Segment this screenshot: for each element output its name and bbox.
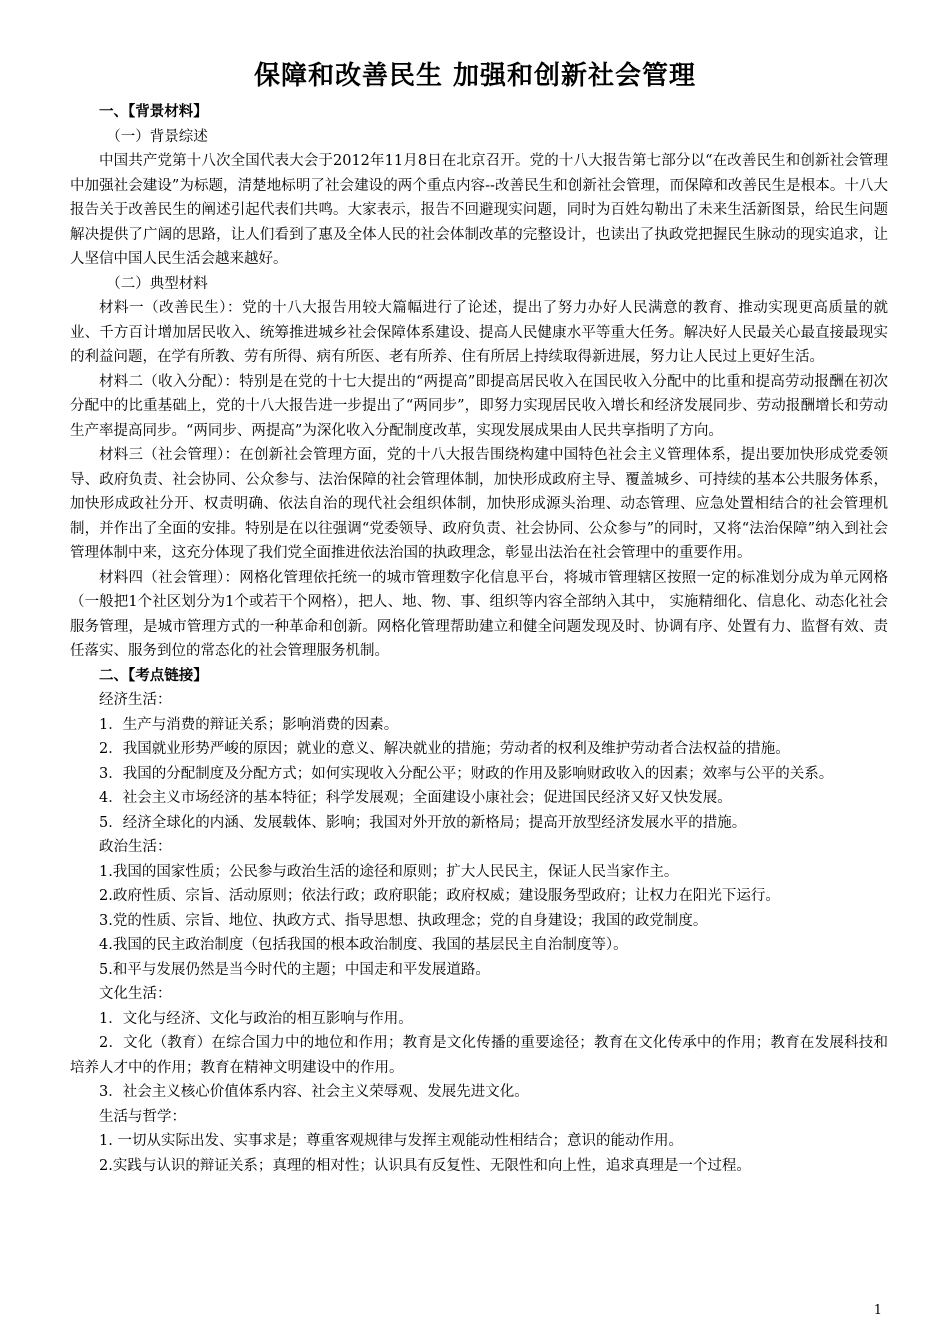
subheading-summary: （一）背景综述 [106, 128, 208, 145]
category-label-philosophy: 生活与哲学： [99, 1108, 186, 1125]
paragraph-material-1: 材料一（改善民生）：党的十八大报告用较大篇幅进行了论述，提出了努力办好人民满意的教育、推动实现更高质量的就业、千方百计增加居民收入、统筹推进城乡社会保障体系建设、提高人民健康水平等重大任务。解决好人民最关心最直接最现实的利益问题，在学有所教、劳有所得、病有所医、老有所养、住有所居上持续取得新进展，努力让人民过上更好生活。 [70, 300, 888, 365]
list-item: 2．文化（教育）在综合国力中的地位和作用；教育是文化传播的重要途径；教育在文化传承中的作用；教育在发展科技和培养人才中的作用；教育在精神文明建设中的作用。 [70, 1035, 888, 1076]
page-title: 保障和改善民生 加强和创新社会管理 [253, 61, 697, 91]
list-item: 3．社会主义核心价值体系内容、社会主义荣辱观、发展先进文化。 [99, 1084, 529, 1100]
section-heading-exam-points: 二、【考点链接】 [99, 667, 208, 684]
list-item: 3．我国的分配制度及分配方式；如何实现收入分配公平；财政的作用及影响财政收入的因素；效率与公平的关系。 [99, 765, 834, 782]
list-item: 1．文化与经济、文化与政治的相互影响与作用。 [99, 1010, 413, 1027]
list-item: 5.和平与发展仍然是当今时代的主题；中国走和平发展道路。 [99, 961, 490, 978]
list-item: 4.我国的民主政治制度（包括我国的根本政治制度、我国的基层民主自治制度等）。 [99, 937, 628, 953]
paragraph-summary: 中国共产党第十八次全国代表大会于2012年11月8日在北京召开。党的十八大报告第七部分以“在改善民生和创新社会管理中加强社会建设”为标题，清楚地标明了社会建设的两个重点内容--改善民生和创新社会管理，而保障和改善民生是根本。十八大报告关于改善民生的阐述引起代表们共鸣。大家表示，报告不回避现实问题，同时为百姓勾勒出了未来生活新图景，给民生问题解决提供了广阔的思路，让人们看到了惠及全体人民的社会体制改革的完整设计，也读出了执政党把握民生脉动的现实追求，让人坚信中国人民生活会越来越好。 [70, 153, 888, 267]
list-item: 4．社会主义市场经济的基本特征；科学发展观；全面建设小康社会；促进国民经济又好又快发展。 [99, 790, 732, 806]
list-item: 2.实践与认识的辩证关系；真理的相对性；认识具有反复性、无限性和向上性，追求真理是一个过程。 [99, 1157, 751, 1174]
paragraph-material-3: 材料三（社会管理）：在创新社会管理方面，党的十八大报告围绕构建中国特色社会主义管理体系，提出要加快形成党委领导、政府负责、社会协同、公众参与、法治保障的社会管理体制，加快形成政府主导、覆盖城乡、可持续的基本公共服务体系，加快形成政社分开、权责明确、依法自治的现代社会组织体制，加快形成源头治理、动态管理、应急处置相结合的社会管理机制，并作出了全面的安排。特别是在以往强调“党委领导、政府负责、社会协同、公众参与”的同时，又将“法治保障”纳入到社会管理体制中来，这充分体现了我们党全面推进依法治国的执政理念，彰显出法治在社会管理中的重要作用。 [70, 447, 888, 561]
page-number: 1 [873, 1303, 882, 1318]
category-label-economics: 经济生活： [99, 692, 172, 708]
list-item: 1．生产与消费的辩证关系；影响消费的因素。 [99, 716, 399, 733]
list-item: 1.我国的国家性质；公民参与政治生活的途径和原则；扩大人民民主，保证人民当家作主。 [99, 863, 679, 880]
subheading-typical-materials: （二）典型材料 [106, 275, 208, 292]
list-item: 2.政府性质、宗旨、活动原则；依法行政；政府职能；政府权威；建设服务型政府；让权力在阳光下运行。 [99, 888, 780, 904]
section-heading-background: 一、【背景材料】 [99, 104, 208, 120]
category-label-politics: 政治生活： [99, 839, 172, 855]
list-item: 1. 一切从实际出发、实事求是；尊重客观规律与发挥主观能动性相结合；意识的能动作用。 [99, 1133, 683, 1149]
document-body [70, 100, 888, 1178]
list-item: 2．我国就业形势严峻的原因；就业的意义、解决就业的措施；劳动者的权利及维护劳动者合法权益的措施。 [99, 741, 790, 757]
paragraph-material-4: 材料四（社会管理）：网格化管理依托统一的城市管理数字化信息平台，将城市管理辖区按照一定的标准划分成为单元网格（一般把1个社区划分为1个或若干个网格），把人、地、物、事、组织等内容全部纳入其中， 实施精细化、信息化、动态化社会服务管理，是城市管理方式的一种革命和创新。网格化管理帮助建立和健全问题发现及时、协调有序、处置有力、监督有效、责任落实、服务到位的常态化的社会管理服务机制。 [70, 569, 888, 659]
list-item: 5．经济全球化的内涵、发展载体、影响；我国对外开放的新格局；提高开放型经济发展水平的措施。 [99, 814, 747, 831]
list-item: 3.党的性质、宗旨、地位、执政方式、指导思想、执政理念；党的自身建设；我国的政党制度。 [99, 912, 708, 929]
paragraph-material-2: 材料二（收入分配）：特别是在党的十七大提出的“两提高”即提高居民收入在国民收入分配中的比重和提高劳动报酬在初次分配中的比重基础上，党的十八大报告进一步提出了“两同步”，即努力实现居民收入增长和经济发展同步、劳动报酬增长和劳动生产率提高同步。“两同步、两提高”为深化收入分配制度改革，实现发展成果由人民共享指明了方向。 [70, 373, 888, 439]
category-label-culture: 文化生活： [99, 986, 172, 1002]
